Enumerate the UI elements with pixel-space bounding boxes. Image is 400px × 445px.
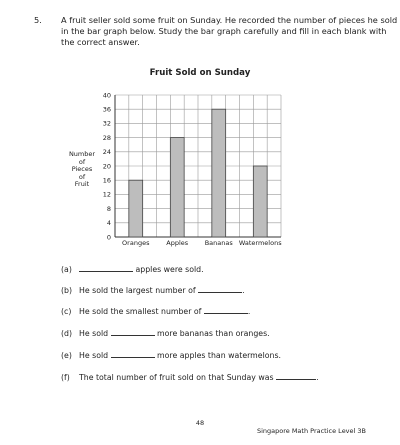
- x-tick-label: Bananas: [204, 239, 233, 247]
- item-text-after: .: [242, 286, 245, 295]
- y-axis-label-line: Number: [68, 150, 96, 158]
- intro-line: in the bar graph below. Study the bar graph carefully and fill in each blank with: [61, 26, 387, 36]
- item-label: (f): [61, 373, 70, 382]
- y-tick-label: 32: [102, 119, 111, 128]
- answer-blank[interactable]: [276, 372, 319, 382]
- intro-line: the correct answer.: [61, 37, 140, 47]
- chart-title: Fruit Sold on Sunday: [149, 68, 251, 78]
- item-text-after: .: [316, 373, 319, 382]
- y-axis-label-line: of: [78, 172, 86, 181]
- item-label: (c): [61, 307, 72, 316]
- y-tick-label: 36: [102, 105, 111, 114]
- item-text-after: .: [247, 307, 251, 316]
- item-text-after: more apples than watermelons.: [154, 351, 281, 360]
- y-tick-label: 24: [102, 148, 111, 157]
- y-tick-label: 4: [106, 219, 111, 228]
- item-a: [61, 264, 204, 274]
- item-text-after: more bananas than oranges.: [154, 329, 270, 338]
- answer-blank[interactable]: [204, 306, 251, 316]
- y-axis-label-line: Fruit: [74, 180, 90, 189]
- item-b: [61, 285, 245, 295]
- book-title: Singapore Math Practice Level 3B: [256, 427, 366, 435]
- y-tick-label: 28: [102, 133, 111, 142]
- item-d: [61, 328, 270, 338]
- answer-blank[interactable]: [198, 285, 245, 295]
- intro-line: A fruit seller sold some fruit on Sunday. He recorded the number of pieces he sold: [61, 15, 398, 25]
- page-number: 48: [195, 419, 205, 427]
- item-label: (a): [61, 265, 72, 274]
- item-label: (e): [61, 351, 72, 360]
- question-number: 5.: [34, 15, 42, 25]
- x-tick-label: Watermelons: [238, 239, 282, 247]
- x-tick-label: Apples: [166, 239, 189, 247]
- y-tick-label: 12: [102, 190, 111, 199]
- y-tick-label: 8: [106, 204, 111, 213]
- item-c: [61, 306, 250, 316]
- bar-oranges: [129, 180, 143, 237]
- item-label: (b): [61, 286, 73, 295]
- item-text-before: The total number of fruit sold on that Sunday was: [79, 373, 277, 382]
- bar-apples: [170, 138, 184, 237]
- y-tick-label: 20: [102, 162, 111, 171]
- item-label: (d): [61, 329, 73, 338]
- y-tick-label: 16: [102, 176, 111, 185]
- bar-bananas: [212, 109, 226, 237]
- bar-watermelons: [253, 166, 267, 237]
- y-tick-label: 40: [102, 91, 111, 100]
- y-axis-label-line: Pieces: [71, 165, 93, 174]
- x-tick-label: Oranges: [122, 239, 150, 247]
- item-f: [61, 372, 319, 382]
- y-axis-label-line: of: [78, 157, 86, 166]
- item-text-before: He sold the largest number of: [79, 286, 199, 295]
- answer-blank[interactable]: [111, 350, 155, 358]
- item-text-before: He sold: [79, 329, 111, 338]
- item-e: [61, 350, 281, 360]
- y-tick-label: 0: [106, 233, 111, 242]
- item-text-after: apples were sold.: [133, 265, 204, 274]
- answer-blank[interactable]: [79, 264, 133, 272]
- item-text-before: He sold the smallest number of: [79, 307, 204, 316]
- item-text-before: He sold: [79, 351, 111, 360]
- answer-blank[interactable]: [111, 328, 155, 336]
